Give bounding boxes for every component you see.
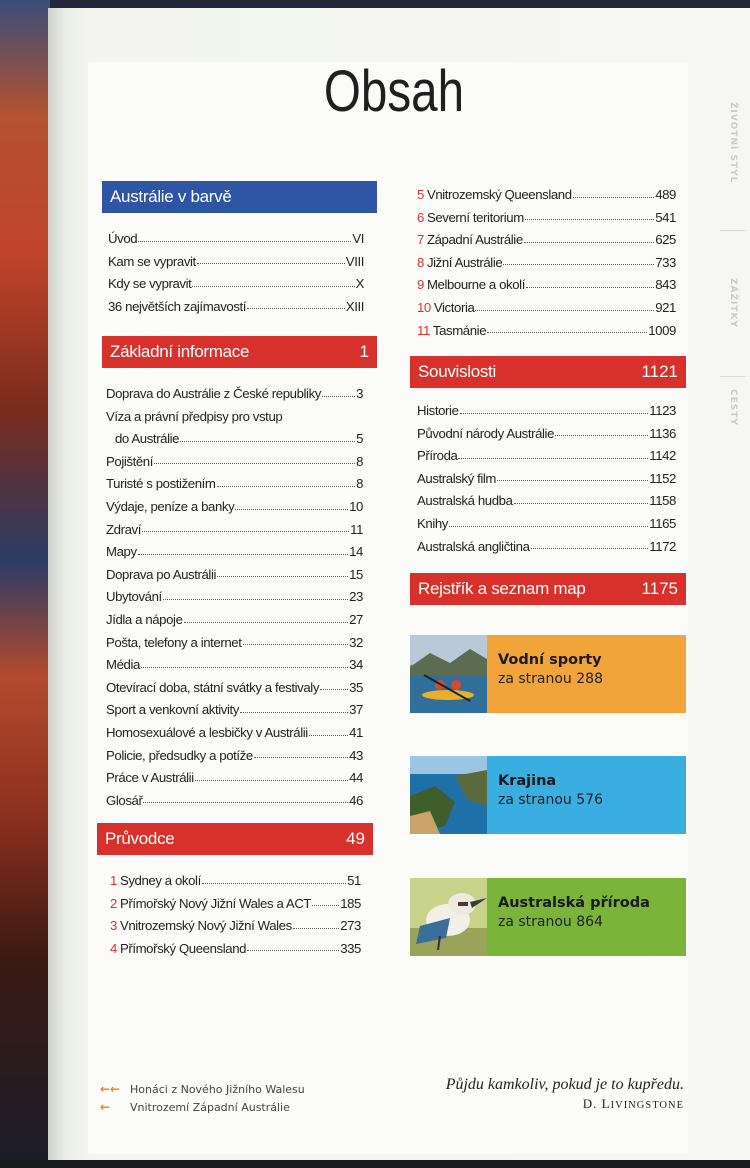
entry-page: 11: [350, 521, 363, 537]
entry-page: 1152: [649, 470, 676, 486]
entry-page: 733: [655, 254, 676, 270]
dot-leader: [195, 780, 348, 781]
toc-entry[interactable]: [106, 541, 363, 564]
entry-page: 5: [356, 431, 363, 447]
entry-page: 51: [347, 873, 361, 888]
chapter-number: 10: [417, 299, 431, 315]
entry-title: Mapy: [106, 544, 137, 560]
toc-entry[interactable]: [106, 677, 363, 700]
dot-leader: [138, 554, 348, 555]
entry-page: 46: [349, 792, 363, 808]
dot-leader: [180, 441, 355, 442]
entry-title: Otevírací doba, státní svátky a festivaly: [106, 679, 320, 695]
promo-heading: Australská příroda: [498, 895, 650, 911]
toc-entry[interactable]: [110, 893, 361, 916]
dot-leader: [163, 599, 348, 600]
dot-leader: [555, 435, 648, 436]
entry-title: Australský film: [417, 470, 496, 486]
toc-entry[interactable]: [417, 207, 676, 230]
entry-title: Média: [106, 657, 140, 673]
entry-title: Turisté s postižením: [106, 476, 216, 492]
chapter-number: 6: [417, 209, 424, 225]
toc-entry[interactable]: [106, 790, 363, 813]
entry-title: Pojištění: [106, 453, 153, 469]
entry-page: 541: [655, 209, 676, 225]
dot-leader: [525, 219, 654, 220]
entry-page: 1123: [649, 403, 676, 418]
entry-title: Jižní Austrálie: [426, 254, 503, 270]
dot-leader: [192, 286, 354, 287]
toc-entry[interactable]: [417, 274, 676, 297]
toc-entry[interactable]: [108, 296, 364, 319]
entry-page: 1158: [649, 493, 676, 509]
entry-page: 185: [340, 895, 361, 911]
promo-water-sports[interactable]: [410, 635, 686, 713]
entry-page: 1165: [649, 515, 676, 531]
entry-title: Kam se vypravit: [108, 253, 196, 269]
entry-page: 10: [349, 498, 363, 514]
toc-entry[interactable]: [108, 251, 364, 274]
side-tab-routes: CESTY: [728, 388, 738, 426]
entry-title: Vnitrozemský Nový Jižní Wales: [119, 918, 292, 934]
entry-page: 8: [356, 476, 363, 492]
toc-entry[interactable]: [417, 513, 676, 536]
entry-page: 44: [349, 770, 363, 786]
dot-leader: [143, 802, 348, 803]
dot-leader: [247, 950, 339, 951]
entry-page: 34: [349, 657, 363, 673]
quote-author: D. LIVINGSTONE: [582, 1096, 684, 1111]
toc-entry[interactable]: [417, 468, 676, 491]
side-tab-experiences: ZÁŽITKY: [728, 278, 738, 328]
dot-leader: [531, 548, 649, 549]
entry-page: 921: [655, 299, 676, 315]
dot-leader: [514, 503, 649, 504]
entry-title: Víza a právní předpisy pro vstup: [106, 408, 283, 424]
toc-entry[interactable]: [106, 722, 363, 745]
entry-page: 1142: [649, 448, 676, 464]
dot-leader: [320, 689, 348, 690]
entry-page: 27: [349, 611, 363, 627]
dot-leader: [524, 242, 654, 243]
toc-entry[interactable]: [106, 586, 363, 609]
photo-captions: [100, 1080, 305, 1116]
entry-title: Jídla a nápoje: [106, 611, 183, 627]
list-barve: [108, 228, 364, 318]
arrow-left-icon: ←: [100, 1100, 111, 1114]
dot-leader: [475, 310, 654, 311]
toc-entry[interactable]: [106, 496, 363, 519]
dot-leader: [217, 576, 348, 577]
toc-entry[interactable]: [417, 229, 676, 252]
list-souvislosti: [417, 400, 676, 558]
promo-heading: Krajina: [498, 773, 557, 789]
promo-subtitle: za stranou 576: [498, 792, 603, 808]
dot-leader: [526, 287, 654, 288]
entry-title: Přímořský Queensland: [119, 940, 247, 956]
chapter-number: 5: [417, 187, 424, 202]
toc-entry[interactable]: [108, 228, 364, 251]
chapter-number: 2: [110, 895, 117, 911]
cover-photo-edge: [0, 0, 50, 1168]
entry-title: Doprava do Austrálie z České republiky: [106, 386, 321, 401]
section-header-rejstrik[interactable]: Rejstřík a seznam map 1175: [410, 573, 686, 605]
entry-title: Australská hudba: [417, 493, 513, 509]
toc-entry[interactable]: [106, 451, 363, 474]
entry-page: 3: [356, 386, 363, 401]
dot-leader: [293, 928, 339, 929]
entry-title: Přímořský Nový Jižní Wales a ACT: [119, 895, 312, 911]
promo-nature[interactable]: [410, 878, 686, 956]
entry-title: Práce v Austrálii: [106, 770, 194, 786]
epigraph: [446, 1076, 684, 1112]
entry-title: Sydney a okolí: [119, 873, 201, 888]
toc-entry[interactable]: [110, 915, 361, 938]
toc-entry[interactable]: [106, 406, 363, 429]
entry-title: Glosář: [106, 792, 143, 808]
entry-title: Vnitrozemský Queensland: [426, 187, 572, 202]
entry-title: Původní národy Austrálie: [417, 425, 555, 441]
entry-page: 35: [349, 679, 363, 695]
entry-title: Západní Austrálie: [426, 232, 523, 248]
toc-entry[interactable]: [417, 400, 676, 423]
entry-title: Historie: [417, 403, 459, 418]
toc-entry[interactable]: [417, 536, 676, 559]
entry-title: Policie, předsudky a potíže: [106, 747, 253, 763]
toc-entry[interactable]: [106, 383, 363, 406]
entry-page: 489: [655, 187, 676, 202]
entry-page: VI: [352, 231, 364, 246]
dot-leader: [497, 480, 648, 481]
section-header-zakladni[interactable]: Základní informace 1: [102, 336, 377, 368]
page-title: Obsah: [323, 59, 465, 124]
section-header-pruvodce[interactable]: Průvodce 49: [97, 823, 373, 855]
entry-title: Melbourne a okolí: [426, 277, 525, 293]
toc-entry[interactable]: [417, 490, 676, 513]
entry-title: Výdaje, peníze a banky: [106, 498, 235, 514]
list-pruvodce-continued: [417, 184, 676, 342]
entry-page: XIII: [345, 298, 364, 314]
entry-page: 1172: [649, 538, 676, 554]
entry-title: Victoria: [433, 299, 475, 315]
dot-leader: [247, 308, 345, 309]
dot-leader: [254, 757, 348, 758]
kookaburra-photo-icon: [410, 878, 487, 956]
section-header-barve[interactable]: Austrálie v barvě: [102, 181, 377, 213]
caption-row: [100, 1080, 305, 1098]
entry-page: 43: [349, 747, 363, 763]
toc-entry[interactable]: [106, 609, 363, 632]
chapter-number: 1: [110, 873, 117, 888]
toc-entry[interactable]: [106, 654, 363, 677]
dot-leader: [458, 458, 648, 459]
dot-leader: [243, 644, 349, 645]
entry-page: 1136: [649, 425, 676, 441]
entry-title: Homosexuálové a lesbičky v Austrálii: [106, 724, 308, 740]
dot-leader: [142, 531, 349, 532]
entry-title: Knihy: [417, 515, 448, 531]
toc-entry[interactable]: [106, 745, 363, 768]
dot-leader: [202, 883, 346, 884]
dot-leader: [573, 197, 655, 198]
entry-title: Sport a venkovní aktivity: [106, 702, 239, 718]
caption-row: [100, 1098, 305, 1116]
entry-page: 1009: [648, 322, 676, 338]
section-header-souvislosti[interactable]: Souvislosti 1121: [410, 356, 686, 388]
toc-entry[interactable]: [106, 767, 363, 790]
chapter-number: 7: [417, 232, 424, 248]
entry-page: 23: [349, 589, 363, 605]
side-tab-lifestyle: ŽIVOTNÍ STYL: [728, 102, 738, 184]
dot-leader: [141, 667, 348, 668]
entry-title: Severní teritorium: [426, 209, 524, 225]
promo-landscape[interactable]: [410, 756, 686, 834]
chapter-number: 4: [110, 940, 117, 956]
toc-entry[interactable]: [106, 632, 363, 655]
chapter-number: 3: [110, 918, 117, 934]
quote-text: Půjdu kamkoliv, pokud je to kupředu.: [445, 1076, 684, 1093]
dot-leader: [503, 264, 654, 265]
promo-subtitle: za stranou 864: [498, 914, 603, 930]
dot-leader: [460, 413, 649, 414]
entry-page: 15: [349, 566, 363, 582]
promo-subtitle: za stranou 288: [498, 671, 603, 687]
toc-entry[interactable]: [106, 473, 363, 496]
dot-leader: [312, 905, 339, 906]
toc-entry[interactable]: [110, 870, 361, 893]
list-zakladni: [106, 383, 363, 812]
entry-title: Australská angličtina: [417, 538, 530, 554]
caption-text: Vnitrozemí Západní Austrálie: [130, 1100, 290, 1114]
entry-page: 32: [349, 634, 363, 650]
bottom-edge: [0, 1160, 750, 1168]
toc-entry[interactable]: [417, 297, 676, 320]
dot-leader: [322, 396, 355, 397]
dot-leader: [217, 486, 356, 487]
entry-title: Kdy se vypravit: [108, 276, 192, 292]
dot-leader: [449, 526, 648, 527]
toc-entry[interactable]: [106, 699, 363, 722]
dot-leader: [309, 735, 348, 736]
entry-page: X: [355, 276, 364, 292]
entry-page: 37: [349, 702, 363, 718]
dot-leader: [138, 241, 351, 242]
promo-heading: Vodní sporty: [498, 652, 602, 668]
entry-page: 843: [655, 277, 676, 293]
entry-page: 335: [340, 940, 361, 956]
entry-page: 41: [349, 724, 363, 740]
entry-title: Pošta, telefony a internet: [106, 634, 242, 650]
toc-entry[interactable]: [106, 564, 363, 587]
chapter-number: 11: [417, 322, 430, 338]
entry-page: VIII: [345, 253, 364, 269]
toc-entry[interactable]: [417, 320, 676, 343]
entry-page: 14: [349, 544, 363, 560]
toc-entry[interactable]: [108, 273, 364, 296]
dot-leader: [154, 463, 355, 464]
entry-title: Ubytování: [106, 589, 162, 605]
toc-entry[interactable]: [110, 938, 361, 961]
coast-photo-icon: [410, 756, 487, 834]
toc-entry[interactable]: [417, 252, 676, 275]
double-arrow-left-icon: ←←: [100, 1082, 121, 1096]
toc-entry[interactable]: [417, 184, 676, 207]
toc-entry[interactable]: [106, 428, 363, 451]
caption-text: Honáci z Nového Jižního Walesu: [130, 1082, 305, 1096]
toc-entry[interactable]: [106, 519, 363, 542]
entry-page: 273: [340, 918, 361, 934]
entry-page: 625: [655, 232, 676, 248]
dot-leader: [240, 712, 348, 713]
dot-leader: [235, 509, 348, 510]
side-tabs: [716, 60, 750, 440]
chapter-number: 8: [417, 254, 424, 270]
entry-title: Doprava po Austrálii: [106, 566, 217, 582]
dot-leader: [184, 622, 349, 623]
toc-entry[interactable]: [417, 423, 676, 446]
kayak-photo-icon: [410, 635, 487, 713]
entry-title: Příroda: [417, 448, 458, 464]
list-pruvodce: [110, 870, 361, 960]
chapter-number: 9: [417, 277, 424, 293]
dot-leader: [487, 332, 647, 333]
entry-title: Úvod: [108, 231, 138, 246]
entry-page: 8: [356, 453, 363, 469]
toc-entry[interactable]: [417, 445, 676, 468]
entry-title: Tasmánie: [432, 322, 487, 338]
entry-title: Zdraví: [106, 521, 141, 537]
entry-title: 36 největších zajímavostí: [108, 298, 247, 314]
dot-leader: [197, 263, 345, 264]
entry-title: do Austrálie: [115, 431, 180, 447]
